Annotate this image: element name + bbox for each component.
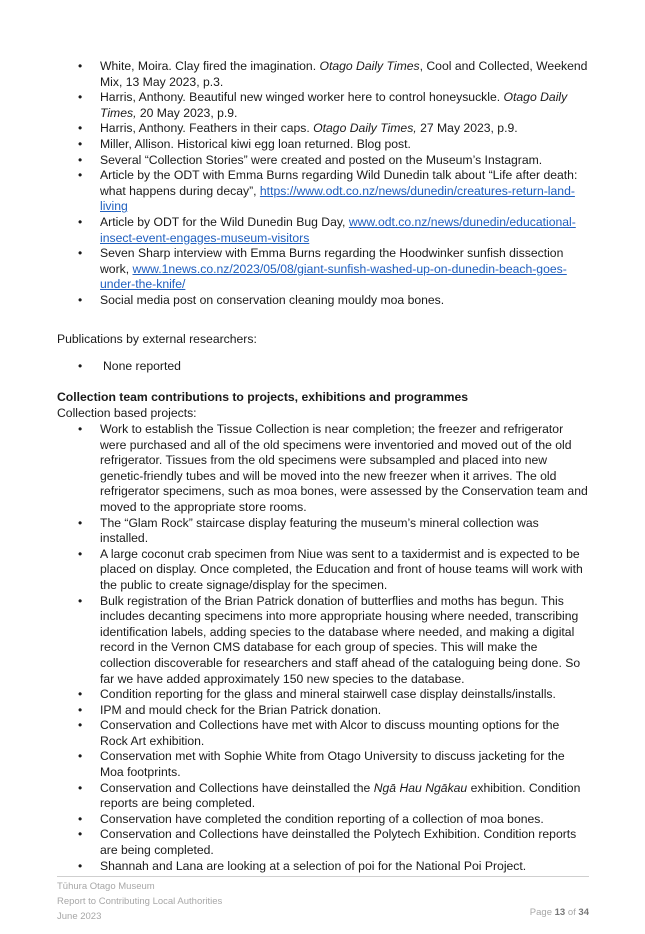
bullet-icon: •	[78, 246, 83, 261]
list-item: • Work to establish the Tissue Collection is near completion; the freezer and refrigerator were purchased and all of the old specimens were inventoried and moved out of the old refrigerator. Tissues from the old specimens were subsampled and placed into new genetic-friendly tubes and will be moved into the new freezer when it arrives. The old refrigerator specimens, such as moa bones, were assessed by the Conservation team and moved to the appropriate store rooms.	[78, 422, 588, 514]
list-item: • Article by the ODT with Emma Burns regarding Wild Dunedin talk about “Life after death: what happens during decay”, https://www.odt.co.nz/news/dunedin/creatures-return-land-living	[78, 168, 578, 214]
bullet-icon: •	[78, 292, 83, 307]
list-item: • Article by ODT for the Wild Dunedin Bug Day, www.odt.co.nz/news/dunedin/educational-insect-event-engages-museum-visitors	[78, 214, 576, 245]
bullet-icon: •	[78, 858, 83, 873]
external-publications-heading: Publications by external researchers:	[57, 332, 257, 346]
bullet-icon: •	[78, 811, 83, 826]
footer-organisation: Tūhura Otago Museum	[57, 881, 155, 892]
bullet-icon: •	[78, 749, 83, 764]
list-item: • Social media post on conservation cleaning mouldy moa bones.	[78, 292, 445, 307]
page-footer	[57, 876, 589, 924]
footer-report-title: Report to Contributing Local Authorities	[57, 896, 223, 907]
list-item: • Shannah and Lana are looking at a selection of poi for the National Poi Project.	[78, 858, 527, 873]
list-item: • Conservation and Collections have deinstalled the Ngā Hau Ngākau exhibition. Condition reports are being completed.	[78, 780, 581, 811]
list-item: • Bulk registration of the Brian Patrick donation of butterflies and moths has begun. This includes decanting specimens into more appropriate housing where needed, transcribing identification labels, adding species to the database where needed, and making a digital record in the Vernon CMS database for each group of species. This will make the collection discoverable for researchers and staff ahead of the cataloguing being done. So far we have added approximately 150 new species to the database.	[78, 593, 581, 686]
bullet-icon: •	[78, 214, 83, 229]
bullet-icon: •	[78, 136, 83, 151]
list-item: • White, Moira. Clay fired the imagination. Otago Daily Times, Cool and Collected, Weekend Mix, 13 May 2023, p.3.	[78, 59, 588, 89]
media-list	[78, 59, 590, 309]
bullet-icon: •	[78, 168, 83, 183]
section-heading: Collection team contributions to projects, exhibitions and programmes	[57, 390, 469, 404]
external-publications-list	[78, 359, 583, 375]
bullet-icon: •	[78, 152, 83, 167]
bullet-icon: •	[78, 718, 83, 733]
odt-bug-day-link[interactable]: www.odt.co.nz/news/dunedin/educational-insect-event-engages-museum-visitors	[100, 214, 576, 245]
list-item: • Seven Sharp interview with Emma Burns regarding the Hoodwinker sunfish dissection work, www.1news.co.nz/2023/05/08/giant-sunfish-washed-up-on-dunedin-beach-goes-under-the-knife/	[78, 246, 567, 292]
list-item: • None reported	[78, 359, 181, 373]
bullet-icon: •	[78, 121, 83, 136]
bullet-icon: •	[78, 422, 83, 436]
bullet-icon: •	[78, 90, 83, 105]
bullet-icon: •	[78, 702, 83, 717]
bullet-icon: •	[78, 515, 83, 530]
list-item: • A large coconut crab specimen from Niue was sent to a taxidermist and is expected to be placed on display. Once completed, the Education and front of house teams will work with the public to create signage/display for the specimen.	[78, 546, 583, 592]
section-subheading: Collection based projects:	[57, 406, 197, 420]
bullet-icon: •	[78, 59, 83, 73]
list-item: • Several “Collection Stories” were created and posted on the Museum’s Instagram.	[78, 152, 543, 167]
1news-sunfish-link[interactable]: www.1news.co.nz/2023/05/08/giant-sunfish-washed-up-on-dunedin-beach-goes-under-the-knife/	[100, 261, 567, 292]
bullet-icon: •	[78, 780, 83, 795]
list-item: • Harris, Anthony. Feathers in their caps. Otago Daily Times, 27 May 2023, p.9.	[78, 121, 518, 136]
list-item: • The “Glam Rock” staircase display featuring the museum’s mineral collection was installed.	[78, 515, 539, 546]
list-item: • Harris, Anthony. Beautiful new winged worker here to control honeysuckle. Otago Daily Times, 20 May 2023, p.9.	[78, 90, 568, 120]
bullet-icon: •	[78, 827, 83, 842]
list-item: • IPM and mould check for the Brian Patrick donation.	[78, 702, 382, 717]
footer-date: June 2023	[57, 911, 102, 922]
list-item: • Conservation met with Sophie White from Otago University to discuss jacketing for the Moa footprints.	[78, 749, 565, 780]
list-item: • Conservation and Collections have deinstalled the Polytech Exhibition. Condition reports are being completed.	[78, 827, 577, 858]
odt-decay-link[interactable]: https://www.odt.co.nz/news/dunedin/creatures-return-land-living	[100, 183, 575, 214]
page-number: Page 13 of 34	[529, 907, 589, 918]
list-item: • Condition reporting for the glass and mineral stairwell case display deinstalls/installs.	[78, 687, 556, 702]
list-item: • Conservation and Collections have met with Alcor to discuss mounting options for the Rock Art exhibition.	[78, 718, 560, 748]
bullet-icon: •	[78, 359, 83, 373]
projects-list	[78, 422, 590, 874]
bullet-icon: •	[78, 593, 83, 608]
list-item: • Conservation have completed the condition reporting of a collection of moa bones.	[78, 811, 544, 826]
bullet-icon: •	[78, 546, 83, 561]
bullet-icon: •	[78, 687, 83, 702]
list-item: • Miller, Allison. Historical kiwi egg loan returned. Blog post.	[78, 136, 411, 151]
